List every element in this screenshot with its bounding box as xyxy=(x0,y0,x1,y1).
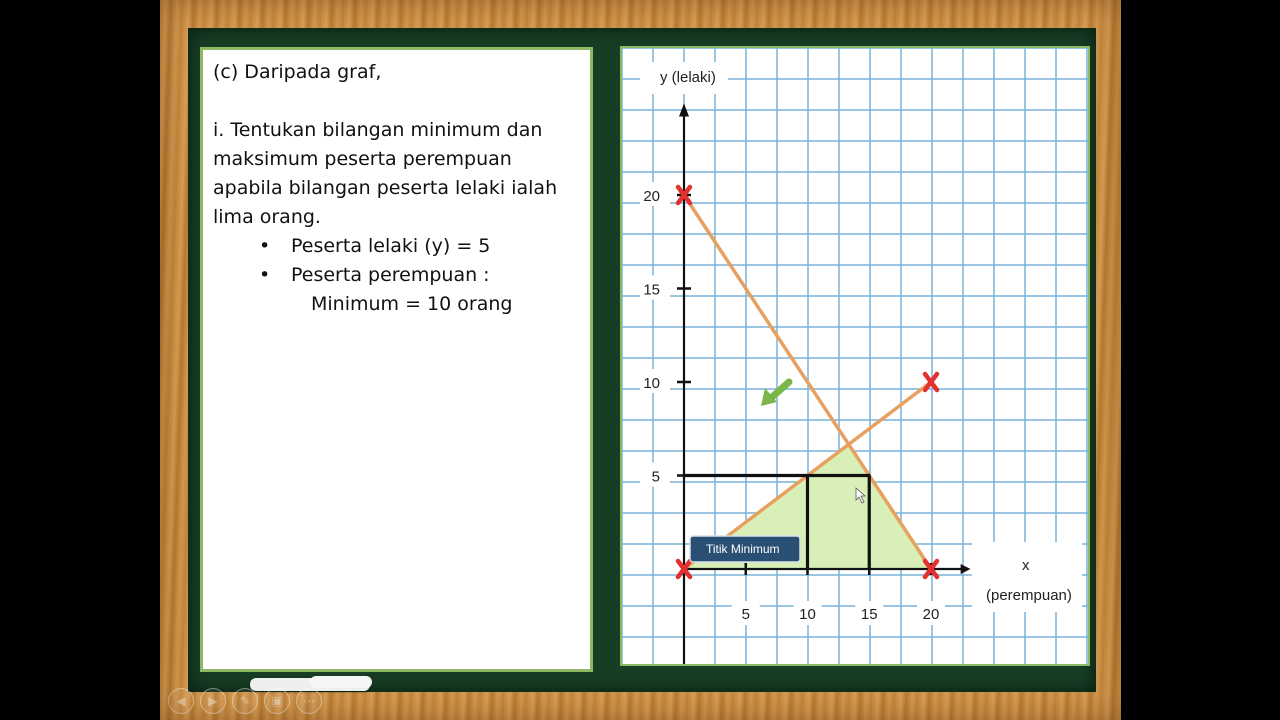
y-tick-label: 20 xyxy=(643,188,660,205)
chart-marks xyxy=(640,103,971,664)
bullet-item xyxy=(213,232,580,261)
tooltip-text: Titik Minimum xyxy=(706,542,780,556)
next-slide-button[interactable]: ▶ xyxy=(200,688,226,714)
bullet-text: Peserta perempuan : xyxy=(291,264,490,286)
x-tick-label: 10 xyxy=(799,606,816,623)
question-line: maksimum peserta perempuan xyxy=(213,148,512,170)
bullet-item xyxy=(213,261,580,290)
point-marker xyxy=(925,374,937,390)
y-tick-label: 5 xyxy=(651,468,660,486)
slide xyxy=(160,0,1121,720)
bullet-symbol: • xyxy=(259,235,271,257)
graph-panel xyxy=(620,46,1090,666)
question-line: apabila bilangan peserta lelaki ialah xyxy=(213,177,558,199)
x-tick-label: 5 xyxy=(741,606,750,623)
pen-tool-button[interactable]: ✎ xyxy=(232,688,258,714)
slides-grid-button[interactable]: ▣ xyxy=(264,688,290,714)
heading: (c) Daripada graf, xyxy=(213,61,382,83)
x-axis-label-x: x xyxy=(1022,557,1030,574)
direction-arrow-icon xyxy=(771,382,789,398)
y-tick-label: 10 xyxy=(643,375,660,392)
y-tick-label: 15 xyxy=(643,281,660,299)
tooltip xyxy=(690,536,800,562)
question-line: lima orang. xyxy=(213,206,321,228)
x-tick-label: 15 xyxy=(860,606,878,623)
y-axis-label: y (lelaki) xyxy=(660,69,716,86)
chalk-piece-small xyxy=(310,676,372,688)
graph-chart xyxy=(622,48,1088,664)
x-tick-label: 20 xyxy=(922,606,940,623)
more-options-button[interactable]: ⋯ xyxy=(296,688,322,714)
prev-slide-button[interactable]: ◀ xyxy=(168,688,194,714)
x-axis-arrow xyxy=(961,564,971,574)
question-line: i. Tentukan bilangan minimum dan xyxy=(213,119,543,141)
minimum-answer: Minimum = 10 orang xyxy=(311,293,513,315)
x-axis-label-perempuan: (perempuan) xyxy=(986,587,1072,604)
bullet-text: Peserta lelaki (y) = 5 xyxy=(291,235,491,257)
text-panel xyxy=(200,47,593,672)
slideshow-controls xyxy=(168,688,322,714)
bullet-symbol: • xyxy=(259,264,271,286)
